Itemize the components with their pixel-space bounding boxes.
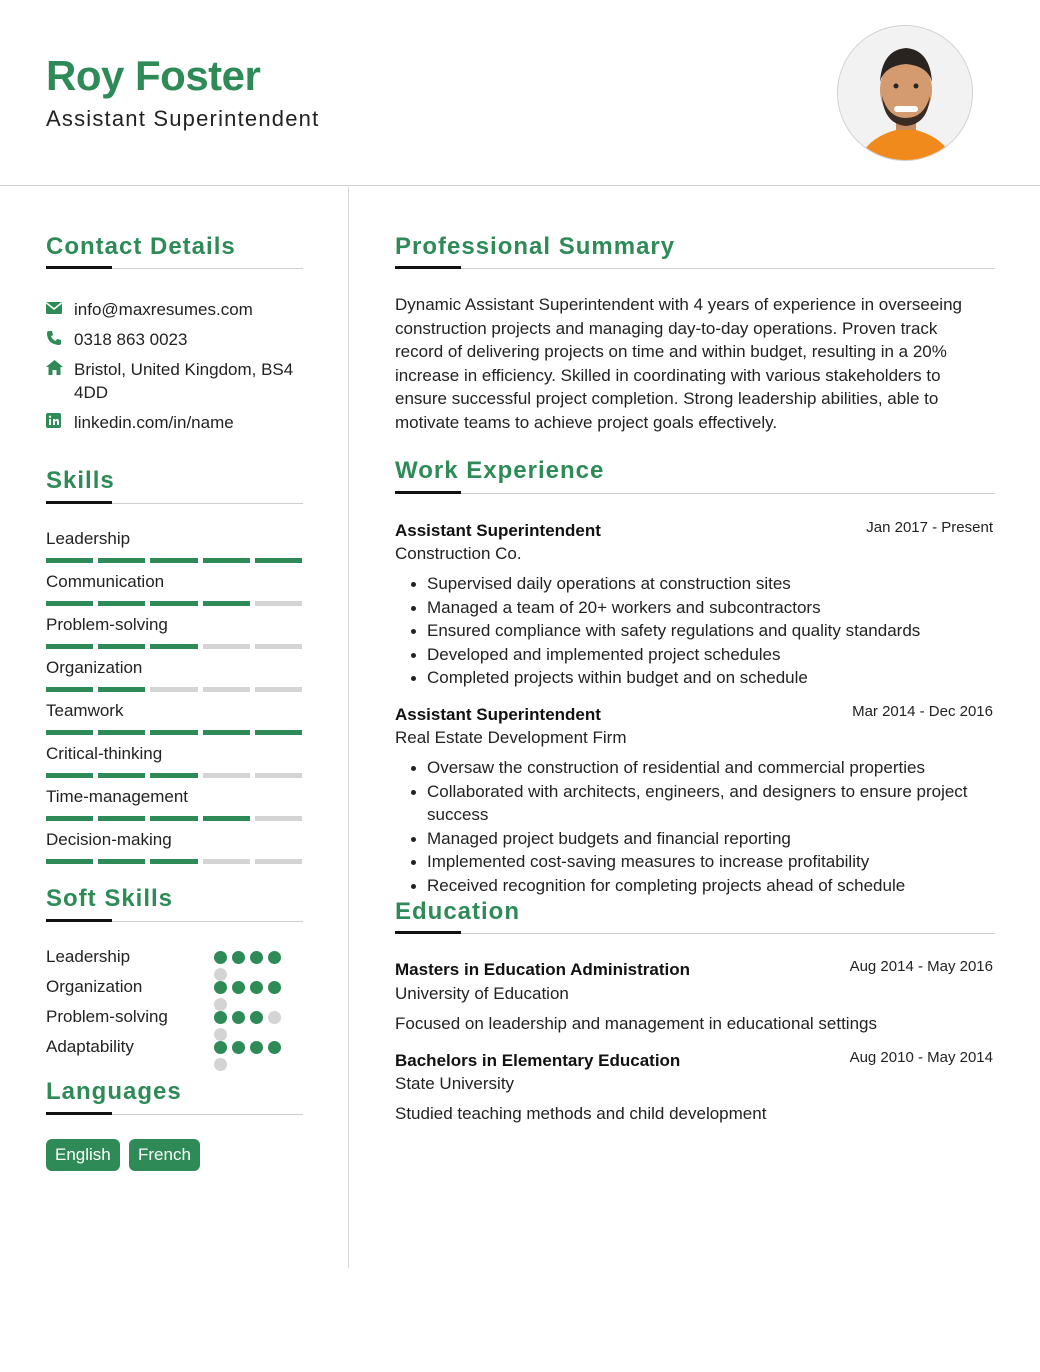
candidate-title: Assistant Superintendent bbox=[46, 106, 320, 131]
skill-level-segment bbox=[46, 816, 93, 821]
soft-skill-dot bbox=[214, 1028, 227, 1041]
soft-skill-dot bbox=[268, 951, 281, 964]
language-badge-french: French bbox=[129, 1139, 200, 1171]
phone-icon bbox=[46, 328, 74, 351]
avatar bbox=[837, 25, 973, 161]
skill-level-bar bbox=[46, 558, 302, 563]
school-name: State University bbox=[395, 1074, 515, 1093]
skill-name: Decision-making bbox=[46, 830, 172, 849]
skills-heading: Skills bbox=[46, 467, 115, 494]
job-bullet: Managed a team of 20+ workers and subcontractors bbox=[411, 596, 981, 620]
skill-level-segment bbox=[203, 816, 250, 821]
skill-level-bar bbox=[46, 730, 302, 735]
home-icon bbox=[46, 358, 74, 404]
job-dates: Mar 2014 - Dec 2016 bbox=[852, 703, 993, 720]
job-bullet: Oversaw the construction of residential and commercial properties bbox=[411, 756, 981, 780]
skill-level-segment bbox=[255, 816, 302, 821]
degree-dates: Aug 2014 - May 2016 bbox=[849, 958, 993, 975]
summary-heading: Professional Summary bbox=[395, 233, 676, 260]
address-text: Bristol, United Kingdom, BS4 4DD bbox=[74, 360, 294, 402]
soft-skill-dot bbox=[214, 1058, 227, 1071]
skill-level-bar bbox=[46, 816, 302, 821]
job-bullet: Received recognition for completing projects ahead of schedule bbox=[411, 874, 981, 898]
envelope-icon bbox=[46, 298, 74, 321]
summary-text: Dynamic Assistant Superintendent with 4 years of experience in overseeing construction projects and managing day-to-day operations. Proven track record of delivering projects on time and within budget, resulting in a 20% increase in efficiency. Skilled in coordinating with various stakeholders to ensure successful project completion. Strong leadership abilities, able to motivate teams to achieve project goals effectively. bbox=[395, 295, 962, 432]
soft-skill-dot bbox=[250, 951, 263, 964]
soft-skill-dot bbox=[268, 1011, 281, 1024]
skill-level-segment bbox=[98, 644, 145, 649]
skill-level-segment bbox=[46, 687, 93, 692]
degree-description: Focused on leadership and management in educational settings bbox=[395, 1014, 877, 1033]
language-badge-english: English bbox=[46, 1139, 120, 1171]
skill-level-segment bbox=[255, 558, 302, 563]
skill-level-segment bbox=[98, 773, 145, 778]
skill-level-segment bbox=[203, 558, 250, 563]
skill-level-segment bbox=[46, 601, 93, 606]
soft-skill-dot bbox=[232, 1011, 245, 1024]
skill-level-bar bbox=[46, 687, 302, 692]
education-heading: Education bbox=[395, 898, 521, 925]
soft-skill-dot bbox=[214, 1011, 227, 1024]
soft-skill-dot bbox=[250, 1041, 263, 1054]
skill-name: Communication bbox=[46, 572, 165, 591]
degree-description: Studied teaching methods and child development bbox=[395, 1104, 767, 1123]
skill-level-segment bbox=[203, 687, 250, 692]
skill-level-segment bbox=[98, 558, 145, 563]
soft-skill-name: Organization bbox=[46, 977, 143, 996]
soft-skill-dot bbox=[250, 1011, 263, 1024]
job-dates: Jan 2017 - Present bbox=[866, 519, 993, 536]
skill-level-segment bbox=[46, 558, 93, 563]
job-title: Assistant Superintendent bbox=[395, 521, 601, 540]
skill-level-segment bbox=[150, 687, 197, 692]
languages-rule bbox=[46, 1114, 303, 1115]
contact-address bbox=[46, 358, 306, 404]
skill-name: Critical-thinking bbox=[46, 744, 163, 763]
summary-rule bbox=[395, 268, 995, 269]
soft-skill-dot bbox=[268, 981, 281, 994]
experience-heading: Work Experience bbox=[395, 457, 605, 484]
soft-skill-dot bbox=[214, 981, 227, 994]
education-rule bbox=[395, 933, 995, 934]
skill-level-segment bbox=[150, 816, 197, 821]
soft-skill-dot bbox=[268, 1041, 281, 1054]
linkedin-icon bbox=[46, 411, 74, 434]
skill-level-segment bbox=[46, 644, 93, 649]
job-bullet: Supervised daily operations at construction sites bbox=[411, 572, 981, 596]
degree-title: Bachelors in Elementary Education bbox=[395, 1051, 681, 1070]
skill-name: Organization bbox=[46, 658, 143, 677]
skill-level-segment bbox=[150, 644, 197, 649]
soft-skill-dot bbox=[232, 1041, 245, 1054]
skill-name: Teamwork bbox=[46, 701, 124, 720]
job-bullet: Collaborated with architects, engineers, and designers to ensure project success bbox=[411, 780, 981, 827]
soft-skills-heading: Soft Skills bbox=[46, 885, 174, 912]
contact-phone[interactable] bbox=[46, 328, 306, 351]
soft-skill-dot bbox=[214, 951, 227, 964]
skill-level-segment bbox=[255, 730, 302, 735]
skill-level-bar bbox=[46, 859, 302, 864]
contact-rule bbox=[46, 268, 303, 269]
soft-skill-dot bbox=[232, 951, 245, 964]
skill-level-bar bbox=[46, 644, 302, 649]
skill-level-segment bbox=[255, 773, 302, 778]
skill-level-segment bbox=[255, 687, 302, 692]
job-bullet: Implemented cost-saving measures to increase profitability bbox=[411, 850, 981, 874]
job-company: Construction Co. bbox=[395, 544, 522, 563]
skill-name: Problem-solving bbox=[46, 615, 168, 634]
linkedin-text: linkedin.com/in/name bbox=[74, 413, 234, 432]
skill-level-segment bbox=[98, 601, 145, 606]
candidate-name: Roy Foster bbox=[46, 52, 261, 99]
contact-email[interactable] bbox=[46, 298, 306, 321]
contact-heading: Contact Details bbox=[46, 233, 236, 260]
experience-rule bbox=[395, 493, 995, 494]
skill-level-segment bbox=[203, 730, 250, 735]
skill-level-bar bbox=[46, 601, 302, 606]
column-divider bbox=[348, 187, 349, 1268]
job-company: Real Estate Development Firm bbox=[395, 728, 627, 747]
phone-text: 0318 863 0023 bbox=[74, 330, 188, 349]
job-bullet: Managed project budgets and financial reporting bbox=[411, 827, 981, 851]
skill-level-segment bbox=[46, 859, 93, 864]
skills-rule bbox=[46, 503, 303, 504]
soft-skill-dot bbox=[232, 981, 245, 994]
skill-level-segment bbox=[255, 644, 302, 649]
soft-skill-dot bbox=[250, 981, 263, 994]
skill-level-segment bbox=[203, 601, 250, 606]
skill-level-segment bbox=[98, 730, 145, 735]
skill-level-segment bbox=[98, 687, 145, 692]
job-bullet: Completed projects within budget and on schedule bbox=[411, 666, 981, 690]
job-bullets bbox=[411, 572, 981, 690]
skill-level-bar bbox=[46, 773, 302, 778]
skill-level-segment bbox=[150, 859, 197, 864]
skill-level-segment bbox=[150, 730, 197, 735]
soft-skill-dot bbox=[214, 998, 227, 1011]
skill-level-segment bbox=[46, 773, 93, 778]
email-text: info@maxresumes.com bbox=[74, 300, 253, 319]
skill-level-segment bbox=[255, 601, 302, 606]
skill-level-segment bbox=[46, 730, 93, 735]
skill-name: Leadership bbox=[46, 529, 131, 548]
soft-skill-dots bbox=[214, 1041, 286, 1077]
languages-heading: Languages bbox=[46, 1078, 182, 1105]
soft-skill-name: Leadership bbox=[46, 947, 131, 966]
skill-level-segment bbox=[98, 859, 145, 864]
skill-level-segment bbox=[203, 644, 250, 649]
contact-linkedin[interactable] bbox=[46, 411, 306, 434]
profile-photo bbox=[838, 26, 973, 161]
job-bullets bbox=[411, 756, 981, 898]
skill-level-segment bbox=[255, 859, 302, 864]
skill-level-segment bbox=[203, 773, 250, 778]
skill-level-segment bbox=[203, 859, 250, 864]
job-bullet: Ensured compliance with safety regulations and quality standards bbox=[411, 619, 981, 643]
skill-level-segment bbox=[150, 773, 197, 778]
skill-name: Time-management bbox=[46, 787, 189, 806]
degree-dates: Aug 2010 - May 2014 bbox=[849, 1049, 993, 1066]
skill-level-segment bbox=[98, 816, 145, 821]
degree-title: Masters in Education Administration bbox=[395, 960, 691, 979]
resume-header bbox=[0, 0, 1040, 186]
soft-skill-dot bbox=[214, 968, 227, 981]
skill-level-segment bbox=[150, 558, 197, 563]
school-name: University of Education bbox=[395, 984, 569, 1003]
skill-level-segment bbox=[150, 601, 197, 606]
soft-skill-dot bbox=[214, 1041, 227, 1054]
job-title: Assistant Superintendent bbox=[395, 705, 601, 724]
soft-skills-rule bbox=[46, 921, 303, 922]
soft-skill-name: Problem-solving bbox=[46, 1007, 168, 1026]
soft-skill-name: Adaptability bbox=[46, 1037, 134, 1056]
job-bullet: Developed and implemented project schedules bbox=[411, 643, 981, 667]
